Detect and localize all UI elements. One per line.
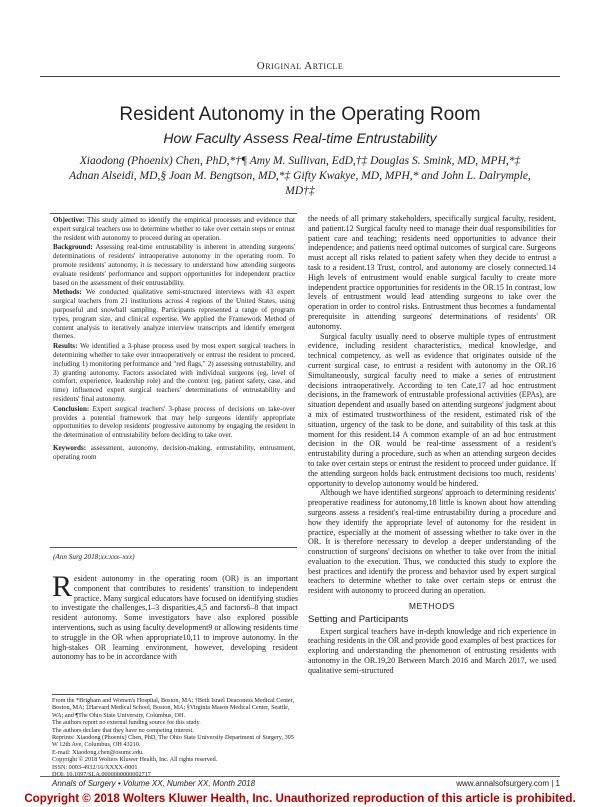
affiliations: From the *Brigham and Women's Hospital, Boston, MA; †Beth Israel Deaconess Medical Center, Boston, MA; ‡Harvard Medical School, Boston, MA; §Virginia Mason Medical Center, Seattle, WA; and ¶The Ohio State University, Columbus, OH. bbox=[52, 697, 295, 719]
copyright-banner: Copyright © 2018 Wolters Kluwer Health, Inc. Unauthorized reproduction of this article is prohibited. bbox=[24, 792, 576, 805]
footnote-rule bbox=[52, 694, 152, 695]
footnotes bbox=[52, 697, 298, 778]
page-number-footer[interactable]: www.annalsofsurgery.com | 1 bbox=[456, 779, 560, 788]
authors-line-2: Adnan Alseidi, MD,§ Joan M. Bengtson, MD,*‡ Gifty Kwakye, MD, MPH,* and John L. Dalrymple, MD†‡ bbox=[69, 170, 531, 197]
footer-rule bbox=[40, 776, 560, 777]
header-rule bbox=[40, 76, 560, 77]
conclusion-label: Conclusion: bbox=[53, 404, 90, 413]
results-text: We identified a 3-phase process used by most expert surgical teachers in determining whether to take over intraoperatively or entrust the resident to proceed, including 1) monitoring performance and "red flags," 2) assessing entrustability, and 3) granting autonomy. Factors associated with individual surgeons (eg, level of comfort, experience, leadership role) and the context (eg, patient safety, case, and time) influenced expert surgical teachers' determinations of entrustability and residents' final autonomy. bbox=[53, 342, 295, 403]
objective-label: Objective: bbox=[53, 216, 85, 224]
citation: (Ann Surg 2018;xx:xxx–xxx) bbox=[53, 553, 135, 561]
right-column bbox=[308, 214, 556, 676]
intro-text: esident autonomy in the operating room (OR) is an important component that contributes to residents' transition to independent practice. Many surgical educators have focused on identifying studies to investigate the challenges,1–3 disparities,4,5 and factors6–8 that impact resident autonomy. Some investigators have also explored possible interventions, such as using faculty development9 or allowing residents time to struggle in the OR when appropriate10,11 to improve autonomy. In the high-stakes OR learning environment, however, developing resident autonomy has to be in accordance with bbox=[52, 574, 298, 662]
conflict-note: The authors declare that they have no competing interest. bbox=[52, 726, 194, 734]
section-label: Original Article bbox=[256, 60, 344, 72]
abstract bbox=[53, 216, 295, 463]
copyright-note: Copyright © 2018 Wolters Kluwer Health, Inc. All rights reserved. bbox=[52, 756, 218, 764]
journal-footer: Annals of Surgery • Volume XX, Number XX, Month 2018 bbox=[52, 779, 256, 788]
reprints-note: Reprints: Xiaodong (Phoenix) Chen, PhD, The Ohio State University Department of Surgery, 395 W 12th Ave, Columbus, OH 43210. bbox=[52, 734, 294, 749]
objective-text: This study aimed to identify the empirical processes and evidence that expert surgical teachers use to determine whether to take over certain steps or entrust the resident with autonomy to proceed during an operation. bbox=[53, 216, 295, 242]
drop-cap: R bbox=[52, 570, 73, 603]
author-list bbox=[60, 154, 540, 199]
introduction bbox=[52, 570, 298, 662]
funding-note: The authors report no external funding source for this study. bbox=[52, 719, 201, 727]
article-title: Resident Autonomy in the Operating Room bbox=[119, 104, 481, 125]
paragraph-4: Expert surgical teachers have in-depth knowledge and rich experience in teaching residents in the OR and provide good examples of best practices for exploring and understanding the phenomenon of entrusting residents with autonomy in the OR.19,20 Between March 2016 and March 2017, we used qualitative semi-structured bbox=[308, 626, 556, 675]
methods-text: We conducted qualitative semi-structured interviews with 43 expert surgical teachers from 21 institutions across 4 regions of the United States, using purposeful and snowball sampling. Participants represented a range of program types, program size, and clinical expertise. We applied the Framework Method of content analysis to iteratively analyze interview transcripts and identify emergent themes. bbox=[53, 288, 295, 341]
email-note[interactable]: E-mail: Xiaodong.chen@osumc.edu. bbox=[52, 748, 144, 756]
doi-note[interactable]: DOI: 10.1097/SLA.0000000000002717 bbox=[52, 771, 151, 779]
article-subtitle: How Faculty Assess Real-time Entrustability bbox=[163, 130, 437, 146]
results-label: Results: bbox=[53, 342, 78, 351]
methods-heading: METHODS bbox=[408, 601, 456, 612]
authors-line-1: Xiaodong (Phoenix) Chen, PhD,*†¶ Amy M. Sullivan, EdD,†‡ Douglas S. Smink, MD, MPH,*‡ bbox=[79, 155, 521, 167]
paragraph-3: Although we have identified surgeons' approach to determining residents' preoperative readiness for autonomy,18 little is known about how attending surgeons assess a resident's real-time entrustability during a procedure and how they identify the appropriate level of autonomy for the resident in practice, especially at the moment of assessing whether to take over in the OR. It is therefore necessary to develop a deeper understanding of the construction of surgeons' decisions on whether to take over from the initial evaluation to the execution. Thus, we conducted this study to explore the best practices and identify the process and behavior used by expert surgical teachers to determine whether to take over certain steps or entrust the resident with autonomy to proceed during an operation. bbox=[308, 488, 556, 596]
issn-note: ISSN: 0003-4932/16/XXXX-0001 bbox=[52, 763, 138, 771]
keywords-label: Keywords: bbox=[53, 443, 87, 452]
keywords-text: assessment, autonomy, decision-making, entrustability, entrustment, operating room bbox=[53, 443, 296, 461]
paragraph-1: the needs of all primary stakeholders, specifically surgical faculty, resident, and patient.12 Surgical faculty need to manage their dual responsibilities for patient care and teaching; residents need opportunities to advance their independence; and patients need optimal outcomes of surgical care. Surgeons must accept all risks related to patient safety when they decide to entrust a task to a resident.13 Trust, control, and autonomy are closely connected.14 High levels of entrustment would enable surgical faculty to create more independent practice opportunities for residents in the OR.15 In contrast, low levels of entrustment would lead attending surgeons to take over the operation in order to control risks. Entrustment thus becomes a fundamental prerequisite in attending surgeons' determinations of residents' OR autonomy. bbox=[308, 214, 556, 331]
setting-heading: Setting and Participants bbox=[308, 613, 409, 625]
paragraph-2: Surgical faculty usually need to observe multiple types of entrustment evidence, including resident characteristics, medical knowledge, and technical competency, as well as evidence that originates outside of the current surgical case, to entrust a resident with autonomy in the OR.16 Simultaneously, surgical faculty need to make a series of entrustment decisions intraoperatively. According to ten Cate,17 ad hoc entrustment decisions, in the framework of entrustable professional activities (EPAs), are situation dependent and usually based on attending surgeons' judgment about a mix of estimated trustworthiness of the resident, estimated risk of the situation, urgency of the task to be done, and suitability of this task at this moment for this resident.14 A common example of an ad hoc entrustment decision in the OR would be real-time assessment of a resident's entrustability during a procedure, such as when an attending surgeon decides to take over certain steps or entrust the resident to proceed under guidance. If the attending surgeon holds back entrustment decisions too much, residents' opportunity to develop autonomy would be hindered. bbox=[308, 331, 556, 488]
background-text: Assessing real-time entrustability is inherent in attending surgeons' determinations of residents' intraoperative autonomy in the operating room. To promote residents' autonomy, it is necessary to understand how attending surgeons evaluate residents' performance and support opportunities for independent practice based on the assessment of their entrustability. bbox=[53, 243, 295, 287]
conclusion-text: Expert surgical teachers' 3-phase process of decisions on take-over provides a potential framework that may help surgeons identify appropriate opportunities to develop residents' progressive autonomy by engaging the resident in the determination of entrustability before deciding to take over. bbox=[53, 404, 295, 440]
methods-label: Methods: bbox=[53, 288, 82, 297]
background-label: Background: bbox=[53, 243, 93, 252]
